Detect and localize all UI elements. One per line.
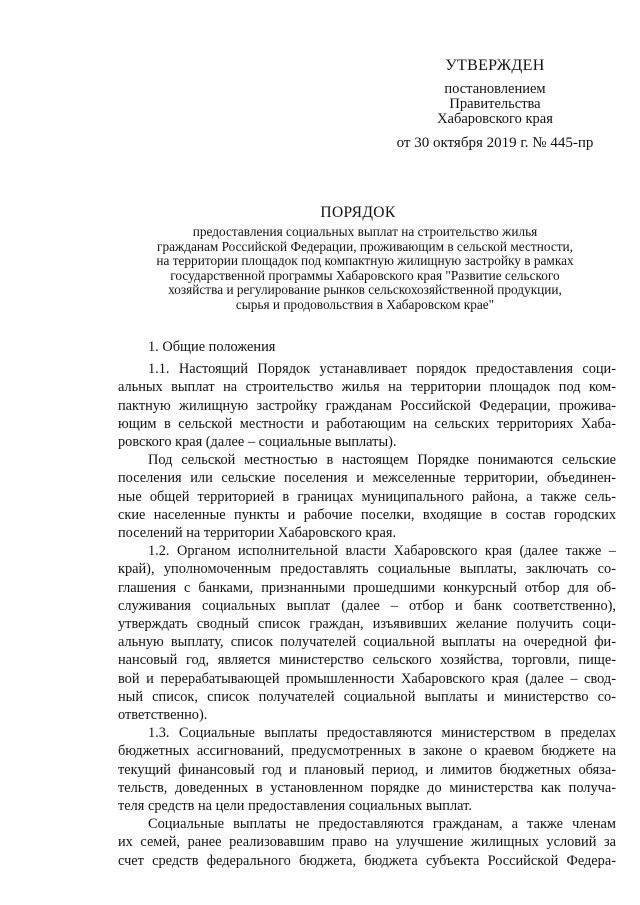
paragraph-1-1: [118, 360, 616, 451]
subtitle-line: на территории площадок под компактную жилищную застройку в рамках: [156, 253, 574, 269]
paragraph-exclusions: [118, 815, 616, 870]
text-line: 1.3. Социальные выплаты предоставляются министерством в пределах: [148, 725, 616, 742]
text-line: глашения с банками, признанными прошедшими конкурсный отбор для об-: [118, 579, 616, 596]
text-line: текущий финансовый год и плановый период, и лимитов бюджетных обяза-: [118, 761, 616, 778]
approval-by-line-2: Правительства: [449, 96, 541, 112]
text-line: ровского края (далее – социальные выплаты).: [118, 434, 397, 451]
approval-title: УТВЕРЖДЕН: [445, 57, 545, 74]
text-line: теля средств на цели предоставления социальных выплат.: [118, 798, 472, 815]
text-line: вой и перерабатывающей промышленности Хабаровского края (далее – свод-: [118, 670, 616, 687]
text-line: 1.2. Органом исполнительной власти Хабаровского края (далее также –: [148, 543, 616, 560]
text-line: тельств, доведенных в установленном порядке до министерства как получа-: [118, 779, 616, 796]
text-line: служивания социальных выплат (далее – отбор и банк соответственно),: [118, 597, 616, 614]
text-line: счет средств федерального бюджета, бюджета субъекта Российской Федера-: [118, 852, 616, 869]
subtitle-line: гражданам Российской Федерации, проживающим в сельской местности,: [157, 238, 573, 254]
text-line: бюджетных ассигнований, предусмотренных в законе о краевом бюджете на: [118, 743, 616, 760]
subtitle-line: предоставления социальных выплат на строительство жилья: [192, 224, 538, 239]
document-subtitle: [110, 225, 620, 313]
paragraph-1-3: [118, 724, 616, 815]
text-line: ответственно).: [118, 707, 208, 724]
text-line: нансовый год, является министерство сельского хозяйства, торговли, пище-: [118, 652, 616, 669]
text-line: пактную жилищную застройку гражданам Российской Федерации, прожива-: [118, 397, 616, 414]
text-line: ющим в сельской местности и работающим на сельских территориях Хаба-: [118, 415, 616, 432]
text-line: их семей, ранее реализовавшим право на улучшение жилищных условий за: [118, 834, 616, 851]
text-line: поселения или сельские поселения и межселенные территории, объединен-: [118, 470, 616, 487]
paragraph-1-2: [118, 542, 616, 724]
text-line: альную выплату, список получателей социальной выплаты на очередной фи-: [118, 634, 616, 651]
approval-block: [380, 56, 610, 153]
approval-by-line-3: Хабаровского края: [437, 111, 553, 127]
subtitle-line: государственной программы Хабаровского края "Развитие сельского: [170, 267, 560, 283]
text-line: альных выплат на строительство жилья на территории площадок под ком-: [118, 379, 616, 396]
approval-by-line-1: постановлением: [444, 81, 546, 97]
paragraph-rural-definition: [118, 451, 616, 542]
document-body: [118, 338, 616, 870]
text-line: утверждать сводный список граждан, изъявивших желание получить соци-: [118, 616, 616, 633]
text-line: 1.1. Настоящий Порядок устанавливает порядок предоставления соци-: [148, 361, 616, 378]
text-line: ный список, список получателей социальной выплаты и министерство со-: [118, 688, 616, 705]
document-title: ПОРЯДОК: [320, 204, 396, 221]
text-line: ные общей территорией в границах муниципального района, а также сель-: [118, 488, 616, 505]
section-heading: 1. Общие положения: [148, 339, 276, 355]
text-line: край), уполномоченным предоставлять социальные выплаты, заключать со-: [118, 561, 616, 578]
text-line: поселений на территории Хабаровского края.: [118, 525, 397, 542]
text-line: ские населенные пункты и рабочие поселки, входящие в состав городских: [118, 506, 616, 523]
subtitle-line: хозяйства и регулирование рынков сельскохозяйственной продукции,: [168, 282, 562, 298]
text-line: Социальные выплаты не предоставляются гражданам, а также членам: [148, 816, 616, 833]
approval-date: от 30 октября 2019 г. № 445-пр: [396, 135, 594, 151]
text-line: Под сельской местностью в настоящем Порядке понимаются сельские: [148, 452, 616, 469]
subtitle-line: сырья и продовольствия в Хабаровском крае": [235, 296, 495, 312]
